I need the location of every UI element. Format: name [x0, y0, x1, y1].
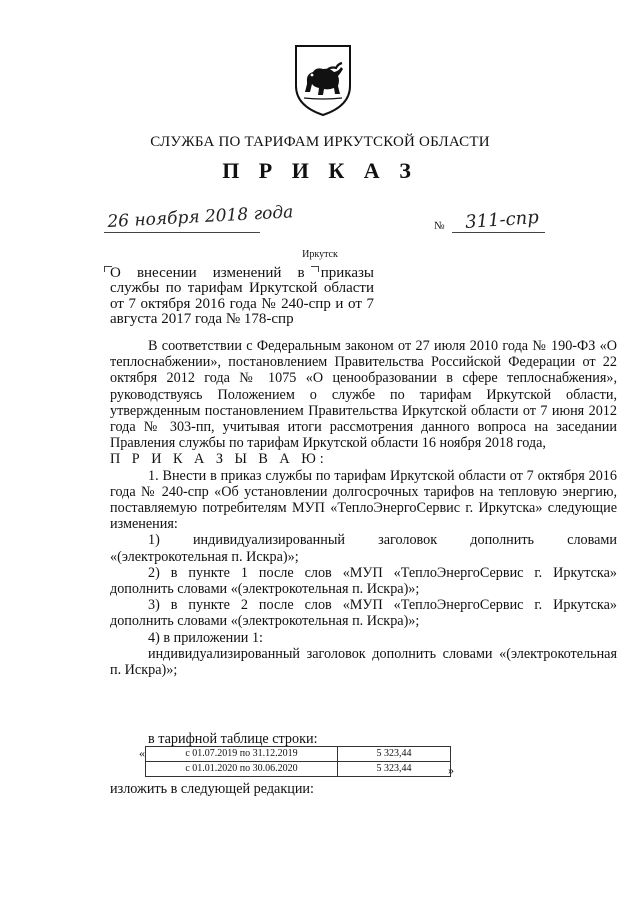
subitem-4-text: индивидуализированный заголовок дополнить словами «(электрокотельная п. Искра)»;	[110, 645, 617, 679]
handwritten-order-number: 311-спр	[464, 206, 540, 233]
period-cell: с 01.01.2020 по 30.06.2020	[146, 762, 338, 777]
handwritten-date: 26 ноября 2018 года	[106, 202, 294, 232]
table-row	[146, 762, 451, 777]
decree-heading: П Р И К А З Ы В А Ю:	[110, 451, 328, 468]
tariff-table	[145, 746, 451, 777]
irkutsk-coat-of-arms-icon	[292, 42, 354, 118]
tariff-value-cell: 5 323,44	[338, 747, 451, 762]
item-1-paragraph: 1. Внести в приказ службы по тарифам Иркутской области от 7 октября 2016 года № 240-спр «Об установлении долгосрочных тарифов на тепловую энергию, поставляемую потребителям МУП «ТеплоЭнергоСервис г. Иркутска» следующие изменения:	[110, 467, 617, 533]
subitem-2: 2) в пункте 1 после слов «МУП «ТеплоЭнергоСервис г. Иркутска» дополнить словами «(электрокотельная п. Искра)»;	[110, 564, 617, 598]
subitem-1: 1) индивидуализированный заголовок дополнить словами «(электрокотельная п. Искра)»;	[110, 532, 617, 565]
document-type-title: П Р И К А З	[222, 158, 418, 183]
table-quote-open: «	[139, 746, 145, 760]
number-label: №	[434, 220, 445, 232]
period-cell: с 01.07.2019 по 31.12.2019	[146, 747, 338, 762]
table-row	[146, 747, 451, 762]
tariff-value-cell: 5 323,44	[338, 762, 451, 777]
city-name: Иркутск	[302, 249, 338, 260]
preamble-paragraph: В соответствии с Федеральным законом от 27 июля 2010 года № 190-ФЗ «О теплоснабжении», постановлением Правительства Российской Федерации от 22 октября 2012 года № 1075 «О ценообразовании в сфере теплоснабжения», руководствуясь Положением о службе по тарифам Иркутской области, утвержденным постановлением Правительства Иркутской области от 7 июня 2012 года № 303-пп, учитывая итоги рассмотрения данного вопроса на заседании Правления службы по тарифам Иркутской области 16 ноября 2018 года,	[110, 338, 617, 452]
agency-name: СЛУЖБА ПО ТАРИФАМ ИРКУТСКОЙ ОБЛАСТИ	[150, 134, 490, 150]
order-subject: О внесении изменений в приказы службы по тарифам Иркутской области от 7 октября 2016 года № 240-спр и от 7 августа 2017 года № 178-спр	[110, 265, 374, 327]
number-underline	[452, 232, 545, 233]
order-body	[110, 338, 617, 678]
final-line: изложить в следующей редакции:	[110, 781, 314, 797]
table-quote-close: »	[448, 763, 454, 777]
subitem-3: 3) в пункте 2 после слов «МУП «ТеплоЭнергоСервис г. Иркутска» дополнить словами «(электрокотельная п. Искра)»;	[110, 597, 617, 630]
date-underline	[104, 232, 260, 233]
subitem-4: 4) в приложении 1:	[148, 629, 263, 646]
table-intro: в тарифной таблице строки:	[148, 731, 318, 747]
